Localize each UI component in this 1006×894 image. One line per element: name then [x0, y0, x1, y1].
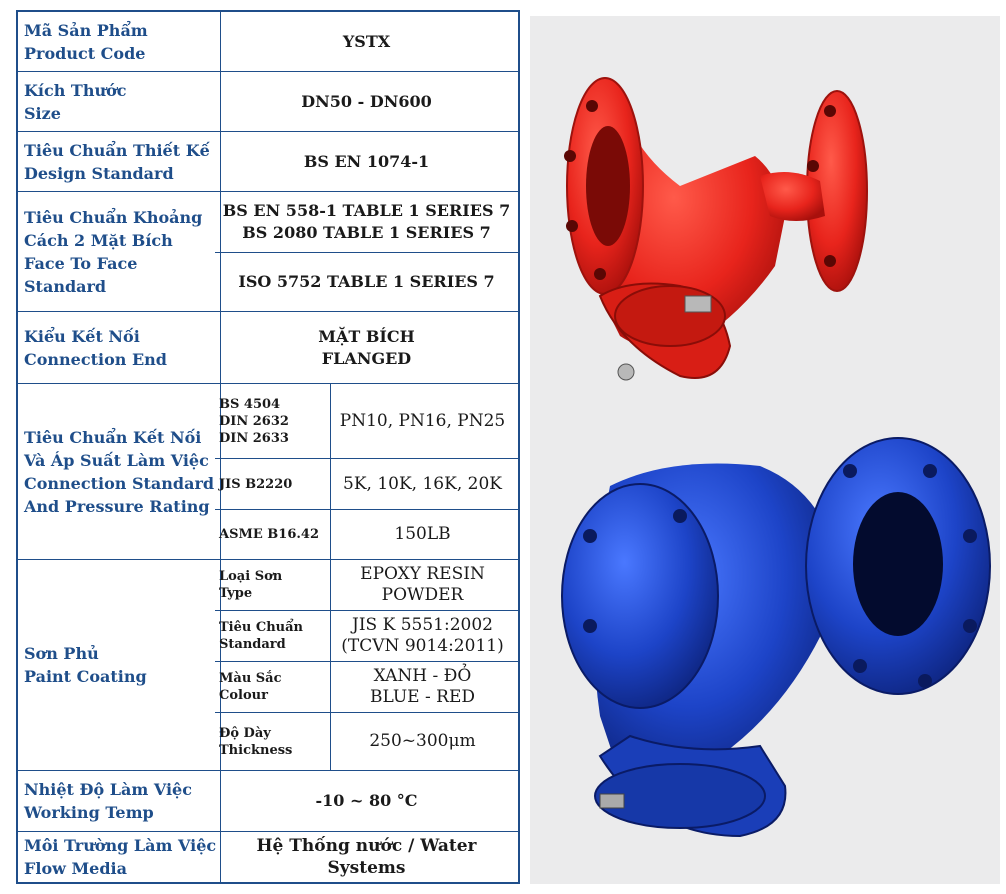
label-en: Size	[24, 103, 61, 123]
value-design-standard: BS EN 1074-1	[303, 151, 430, 171]
value-line-2: (TCVN 9014:2011)	[341, 636, 504, 656]
paint-property-name	[215, 611, 331, 661]
value-product-code: YSTX	[342, 31, 391, 51]
pressure-row-jis	[215, 459, 518, 510]
property-vi: Tiêu Chuẩn	[219, 620, 303, 635]
label-vi: Kích Thước	[24, 80, 127, 100]
paint-property-value	[327, 611, 518, 661]
pressure-value	[327, 384, 518, 458]
value-face-to-face-bs	[215, 192, 518, 253]
paint-property-name	[215, 713, 331, 770]
standard-name	[215, 459, 331, 509]
value-line-1: 250~300μm	[369, 731, 476, 751]
valve-photo	[530, 16, 1000, 884]
row-connection-end	[18, 312, 518, 384]
standard-name	[215, 510, 331, 559]
pressure-value-text: 5K, 10K, 16K, 20K	[343, 473, 502, 494]
value-line-2: POWDER	[381, 585, 464, 605]
paint-property-name	[215, 560, 331, 610]
label-size	[18, 72, 221, 131]
label-line-3: Connection Standard	[24, 473, 215, 493]
paint-property-name	[215, 662, 331, 712]
paint-property-value	[327, 662, 518, 712]
standard-text: ASME B16.42	[219, 527, 319, 542]
label-line-2: Và Áp Suất Làm Việc	[24, 450, 209, 470]
value-vi: MẶT BÍCH	[318, 326, 415, 346]
row-pressure-rating	[18, 384, 518, 560]
paint-property-value	[327, 713, 518, 770]
value-flow-media: Hệ Thống nước / Water Systems	[256, 836, 477, 878]
label-connection-end	[18, 312, 221, 383]
label-flow-media	[18, 832, 221, 882]
pressure-row-asme	[215, 510, 518, 559]
pressure-value	[327, 510, 518, 559]
pressure-value-text: PN10, PN16, PN25	[339, 410, 506, 431]
label-line-1: Tiêu Chuẩn Kết Nối	[24, 427, 202, 447]
row-size	[18, 72, 518, 132]
label-vi: Sơn Phủ	[24, 644, 99, 663]
product-photo-panel	[530, 16, 1000, 884]
value-connection-end	[215, 312, 518, 383]
paint-row-thickness	[215, 713, 518, 770]
row-flow-media	[18, 832, 518, 882]
label-vi: Nhiệt Độ Làm Việc	[24, 780, 192, 799]
value-line-3: ISO 5752 TABLE 1 SERIES 7	[238, 272, 495, 291]
value-line-2: BS 2080 TABLE 1 SERIES 7	[242, 223, 491, 242]
property-en: Type	[219, 586, 253, 601]
label-vi: Kiểu Kết Nối	[24, 326, 140, 346]
paint-row-standard	[215, 611, 518, 662]
label-face-to-face	[18, 192, 221, 311]
value-line-1: JIS K 5551:2002	[352, 615, 493, 635]
row-design-standard	[18, 132, 518, 192]
label-en: Product Code	[24, 43, 146, 63]
value-line-1: BS EN 558-1 TABLE 1 SERIES 7	[222, 201, 511, 220]
standard-text: JIS B2220	[219, 476, 293, 492]
standard-line-3: DIN 2633	[219, 430, 289, 446]
label-en: Paint Coating	[24, 667, 147, 686]
label-en: Design Standard	[24, 163, 174, 183]
label-paint-coating	[18, 560, 221, 770]
property-vi: Loại Sơn	[219, 569, 283, 584]
value-size: DN50 - DN600	[301, 91, 432, 111]
paint-row-type	[215, 560, 518, 611]
blue-strainer-valve-image	[562, 438, 990, 836]
row-product-code	[18, 12, 518, 72]
row-working-temp	[18, 771, 518, 832]
label-vi: Tiêu Chuẩn Thiết Kế	[24, 140, 210, 160]
label-line-4: And Pressure Rating	[24, 496, 210, 516]
spec-table	[16, 10, 520, 884]
label-vi: Mã Sản Phẩm	[24, 20, 148, 40]
pressure-row-bs	[215, 384, 518, 459]
label-design-standard	[18, 132, 221, 191]
value-line-1: EPOXY RESIN	[360, 564, 485, 584]
label-working-temp	[18, 771, 221, 831]
label-en: Working Temp	[24, 803, 154, 822]
value-face-to-face-iso	[215, 253, 518, 311]
property-en: Colour	[219, 688, 268, 703]
paint-property-value	[327, 560, 518, 610]
property-en: Thickness	[219, 742, 293, 758]
value-line-2: BLUE - RED	[370, 687, 475, 707]
label-en: Flow Media	[24, 859, 127, 878]
label-en: Face To Face Standard	[24, 253, 138, 296]
label-en: Connection End	[24, 349, 167, 369]
property-vi: Độ Dày	[219, 725, 271, 741]
standard-name	[215, 384, 331, 458]
value-en: FLANGED	[321, 348, 412, 368]
pressure-value	[327, 459, 518, 509]
row-face-to-face	[18, 192, 518, 312]
property-en: Standard	[219, 637, 286, 652]
label-vi-1: Tiêu Chuẩn Khoảng	[24, 207, 203, 227]
row-paint-coating	[18, 560, 518, 771]
standard-line-2: DIN 2632	[219, 413, 289, 429]
standard-line-1: BS 4504	[219, 396, 281, 412]
red-strainer-valve-image	[564, 78, 867, 380]
value-line-1: XANH - ĐỎ	[373, 666, 472, 686]
label-pressure-rating	[18, 384, 221, 559]
property-vi: Màu Sắc	[219, 671, 282, 686]
paint-row-colour	[215, 662, 518, 713]
label-product-code	[18, 12, 221, 71]
label-vi-2: Cách 2 Mặt Bích	[24, 230, 173, 250]
label-vi: Môi Trường Làm Việc	[24, 836, 217, 855]
pressure-value-text: 150LB	[394, 524, 451, 544]
value-working-temp: -10 ~ 80 °C	[315, 791, 418, 810]
